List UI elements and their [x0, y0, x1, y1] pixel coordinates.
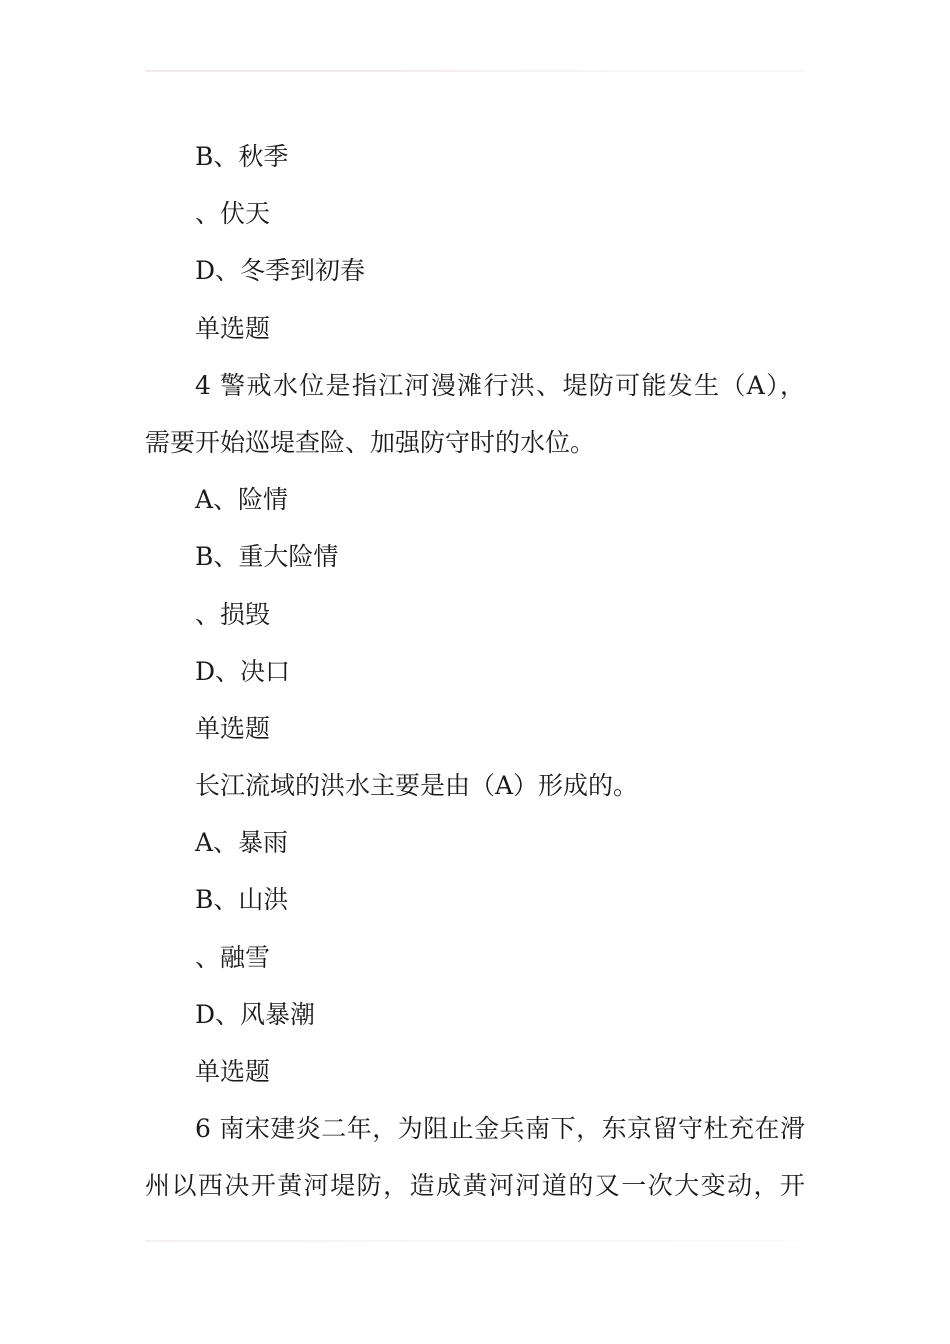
- option-a-danger: A、险情: [195, 485, 289, 515]
- option-d-storm-surge: D、风暴潮: [195, 999, 316, 1029]
- question-4-text: 4 警戒水位是指江河漫滩行洪、堤防可能发生（A），: [195, 370, 805, 400]
- question-6-text-continued: 州以西决开黄河堤防，造成黄河河道的又一次大变动，开: [145, 1171, 805, 1201]
- document-body: [145, 128, 805, 1215]
- option-c-damage: 、损毁: [195, 599, 271, 629]
- option-a-rainstorm: A、暴雨: [195, 828, 289, 858]
- footer-rule: [145, 1240, 805, 1242]
- question-type-label: 单选题: [195, 1057, 271, 1086]
- header-rule: [145, 70, 805, 72]
- option-d-winter-spring: D、冬季到初春: [195, 256, 366, 286]
- option-c-dog-days: 、伏天: [195, 199, 271, 229]
- question-type-label: 单选题: [195, 313, 271, 343]
- question-type-label: 单选题: [195, 713, 271, 743]
- option-b-mountain-flood: B、山洪: [195, 885, 289, 915]
- option-b-major-danger: B、重大险情: [195, 542, 339, 572]
- question-6-text: 6 南宋建炎二年，为阻止金兵南下，东京留守杜充在滑: [195, 1114, 805, 1144]
- option-b-autumn: B、秋季: [195, 142, 289, 171]
- option-d-breach: D、决口: [195, 656, 291, 686]
- question-5-text: 长江流域的洪水主要是由（A）形成的。: [195, 771, 639, 801]
- question-4-text-continued: 需要开始巡堤查险、加强防守时的水位。: [145, 427, 596, 457]
- option-c-snowmelt: 、融雪: [195, 942, 271, 972]
